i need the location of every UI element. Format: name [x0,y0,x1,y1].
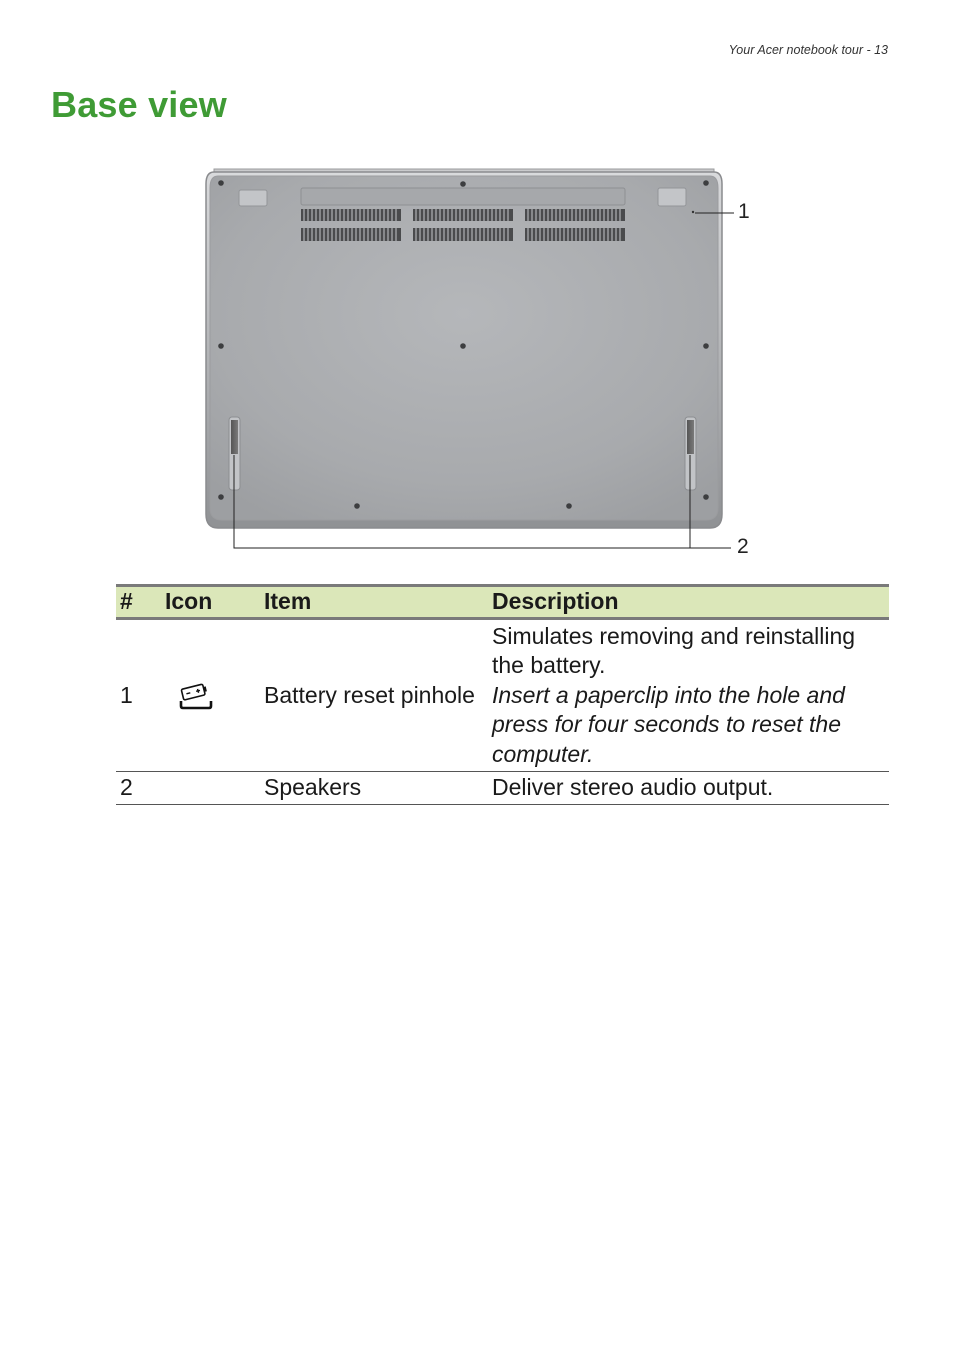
laptop-base-illustration [196,162,762,562]
row-number: 2 [116,772,165,805]
header-number: # [116,586,165,619]
component-table [116,584,889,805]
description-main: Simulates removing and reinstalling the battery. [492,622,856,679]
page-title: Base view [51,84,227,125]
header-icon: Icon [165,586,264,619]
table-header-row [116,586,889,619]
running-header: Your Acer notebook tour - 13 [728,43,888,57]
table-row [116,772,889,805]
callout-label-1: 1 [738,200,750,223]
row-item: Battery reset pinhole [264,619,492,772]
row-icon-cell [165,619,264,772]
laptop-base-figure [196,162,762,562]
battery-reset-icon [177,681,215,711]
description-note: Insert a paperclip into the hole and press for four seconds to reset the computer. [492,681,845,767]
row-item: Speakers [264,772,492,805]
row-description: Deliver stereo audio output. [492,772,889,805]
row-description [492,619,889,772]
callout-label-2: 2 [737,535,749,558]
table-row [116,619,889,772]
header-description: Description [492,586,889,619]
header-item: Item [264,586,492,619]
row-icon-cell [165,772,264,805]
row-number: 1 [116,619,165,772]
